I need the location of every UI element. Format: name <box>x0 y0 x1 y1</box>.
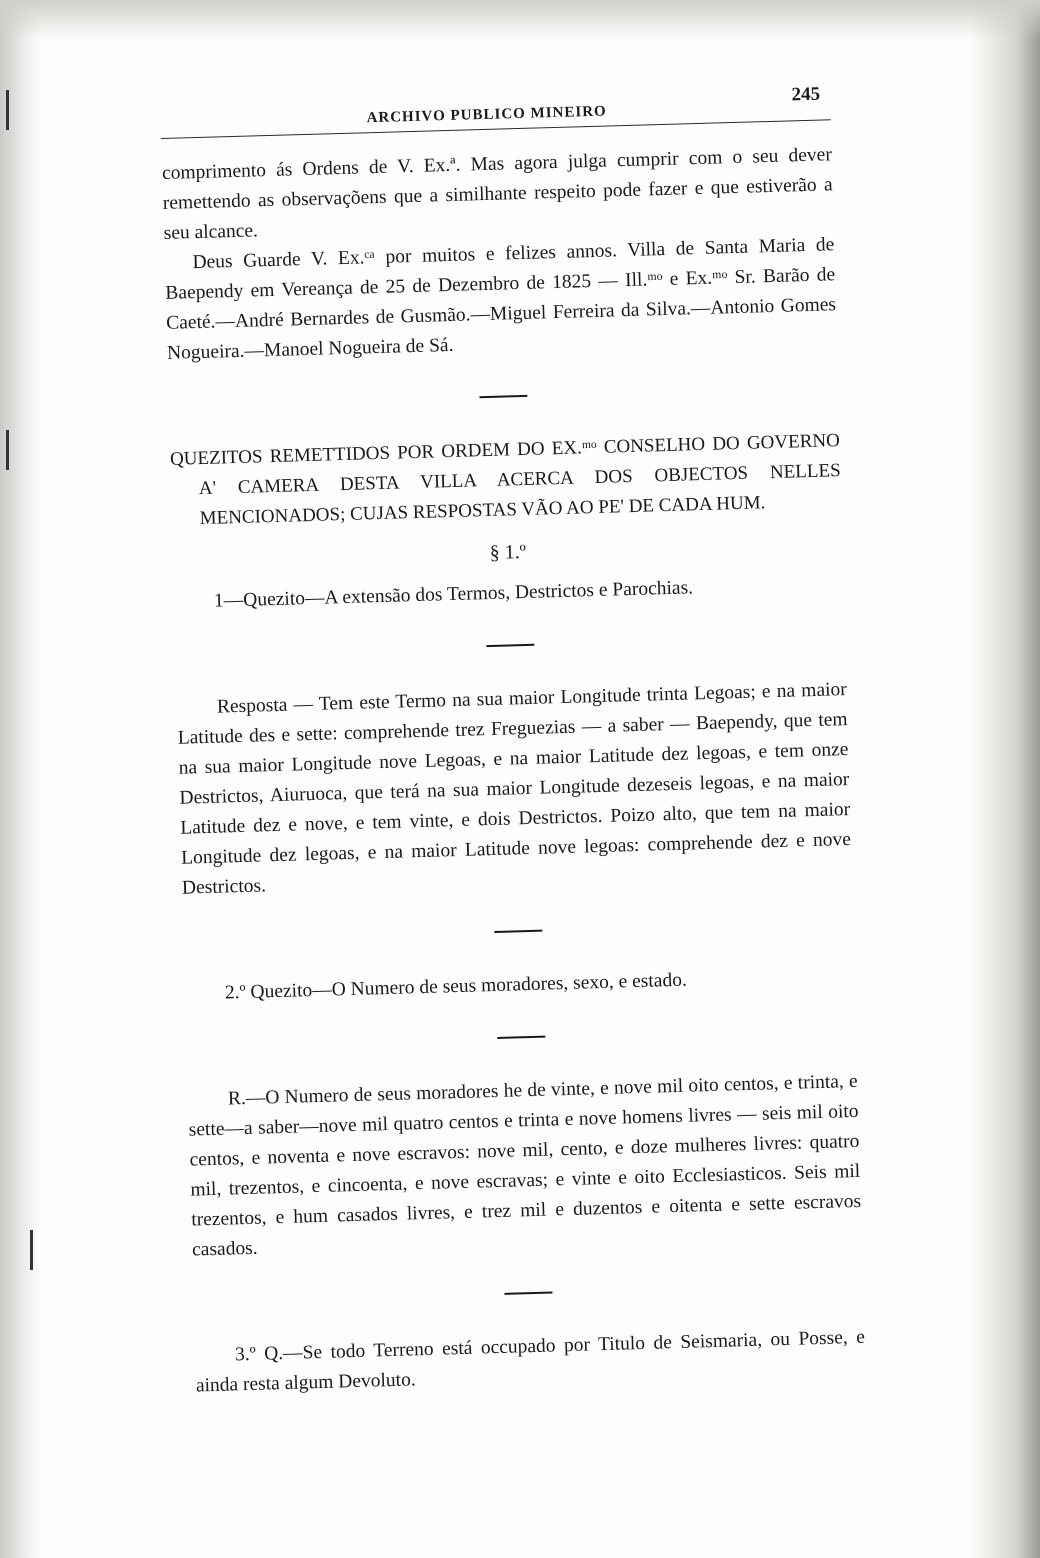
divider <box>497 1036 545 1039</box>
running-head: ARCHIVO PUBLICO MINEIRO <box>366 103 607 127</box>
divider <box>504 1292 552 1295</box>
right-edge-shadow <box>970 0 1040 1558</box>
section-number: § 1.º <box>489 540 527 564</box>
text-column <box>160 81 866 1401</box>
section-heading: QUEZITOS REMETTIDOS POR ORDEM DO EX.ᵐᵒ CONSELHO DO GOVERNO A' CAMERA DESTA VILLA ACERCA DOS OBJECTOS NELLES MENCIONADOS; CUJAS RESPOSTAS VÃO AO PE' DE CADA HUM. <box>169 430 841 530</box>
paragraph-closing: Deus Guarde V. Ex.ᶜᵃ por muitos e felizes annos. Villa de Santa Maria de Baependy em Vereança de 25 de Dezembro de 1825 — Ill.ᵐᵒ e Ex.ᵐᵒ Sr. Barão de Caeté.—André Bernardes de Gusmão.—Miguel Ferreira da Silva.—Antonio Gomes Nogueira.—Manoel Nogueira de Sá. <box>165 234 837 364</box>
binding-mark <box>6 430 9 470</box>
section-divider <box>479 395 527 398</box>
page-number: 245 <box>791 83 821 106</box>
paragraph: comprimento ás Ordens de V. Ex.ª. Mas agora julga cumprir com o seu dever remettendo as observaçõens que a similhante respeito pode fazer e que estiverão a seu alcance. <box>161 144 833 244</box>
answer-2: R.—O Numero de seus moradores he de vinte, e nove mil oito centos, e trinta, e sette—a saber—nove mil quatro centos e trinta e nove homens livres — seis mil oito centos, e noventa e nove escravos: nove mil, cento, e doze mulheres livres: quatro mil, trezentos, e cincoenta, e nove escravas; e vinte e oito Ecclesiasticos. Seis mil trezentos, e hum casados livres, e trez mil e duzentos e oitenta e sette escravos casados. <box>188 1070 862 1261</box>
question-2: 2.º Quezito—O Numero de seus moradores, sexo, e estado. <box>224 969 688 1004</box>
binding-mark <box>6 90 9 130</box>
binding-mark <box>30 1230 33 1270</box>
binding-shadow <box>0 0 40 1558</box>
question-1: 1—Quezito—A extensão dos Termos, Destrictos e Parochias. <box>213 577 694 612</box>
top-edge-shadow <box>0 0 1040 40</box>
page-header <box>160 81 831 139</box>
question-3: 3.º Q.—Se todo Terreno está occupado por Titulo de Seismaria, ou Posse, e ainda resta algum Devoluto. <box>195 1326 866 1397</box>
divider <box>494 930 542 933</box>
answer-1: Resposta — Tem este Termo na sua maior Longitude trinta Legoas; e na maior Latitude des e sette: comprehende trez Freguezias — a saber — Baependy, que tem na sua maior Longitude nove Legoas, e na maior Latitude dez legoas, e tem onze Destrictos, Aiuruoca, que terá na sua maior Longitude dezeseis legoas, e na maior Latitude dez e nove, e tem vinte, e dois Destrictos. Poizo alto, que tem na maior Longitude dez legoas, e na maior Latitude nove legoas: comprehende dez e nove Destrictos. <box>177 679 852 899</box>
divider <box>486 644 534 647</box>
